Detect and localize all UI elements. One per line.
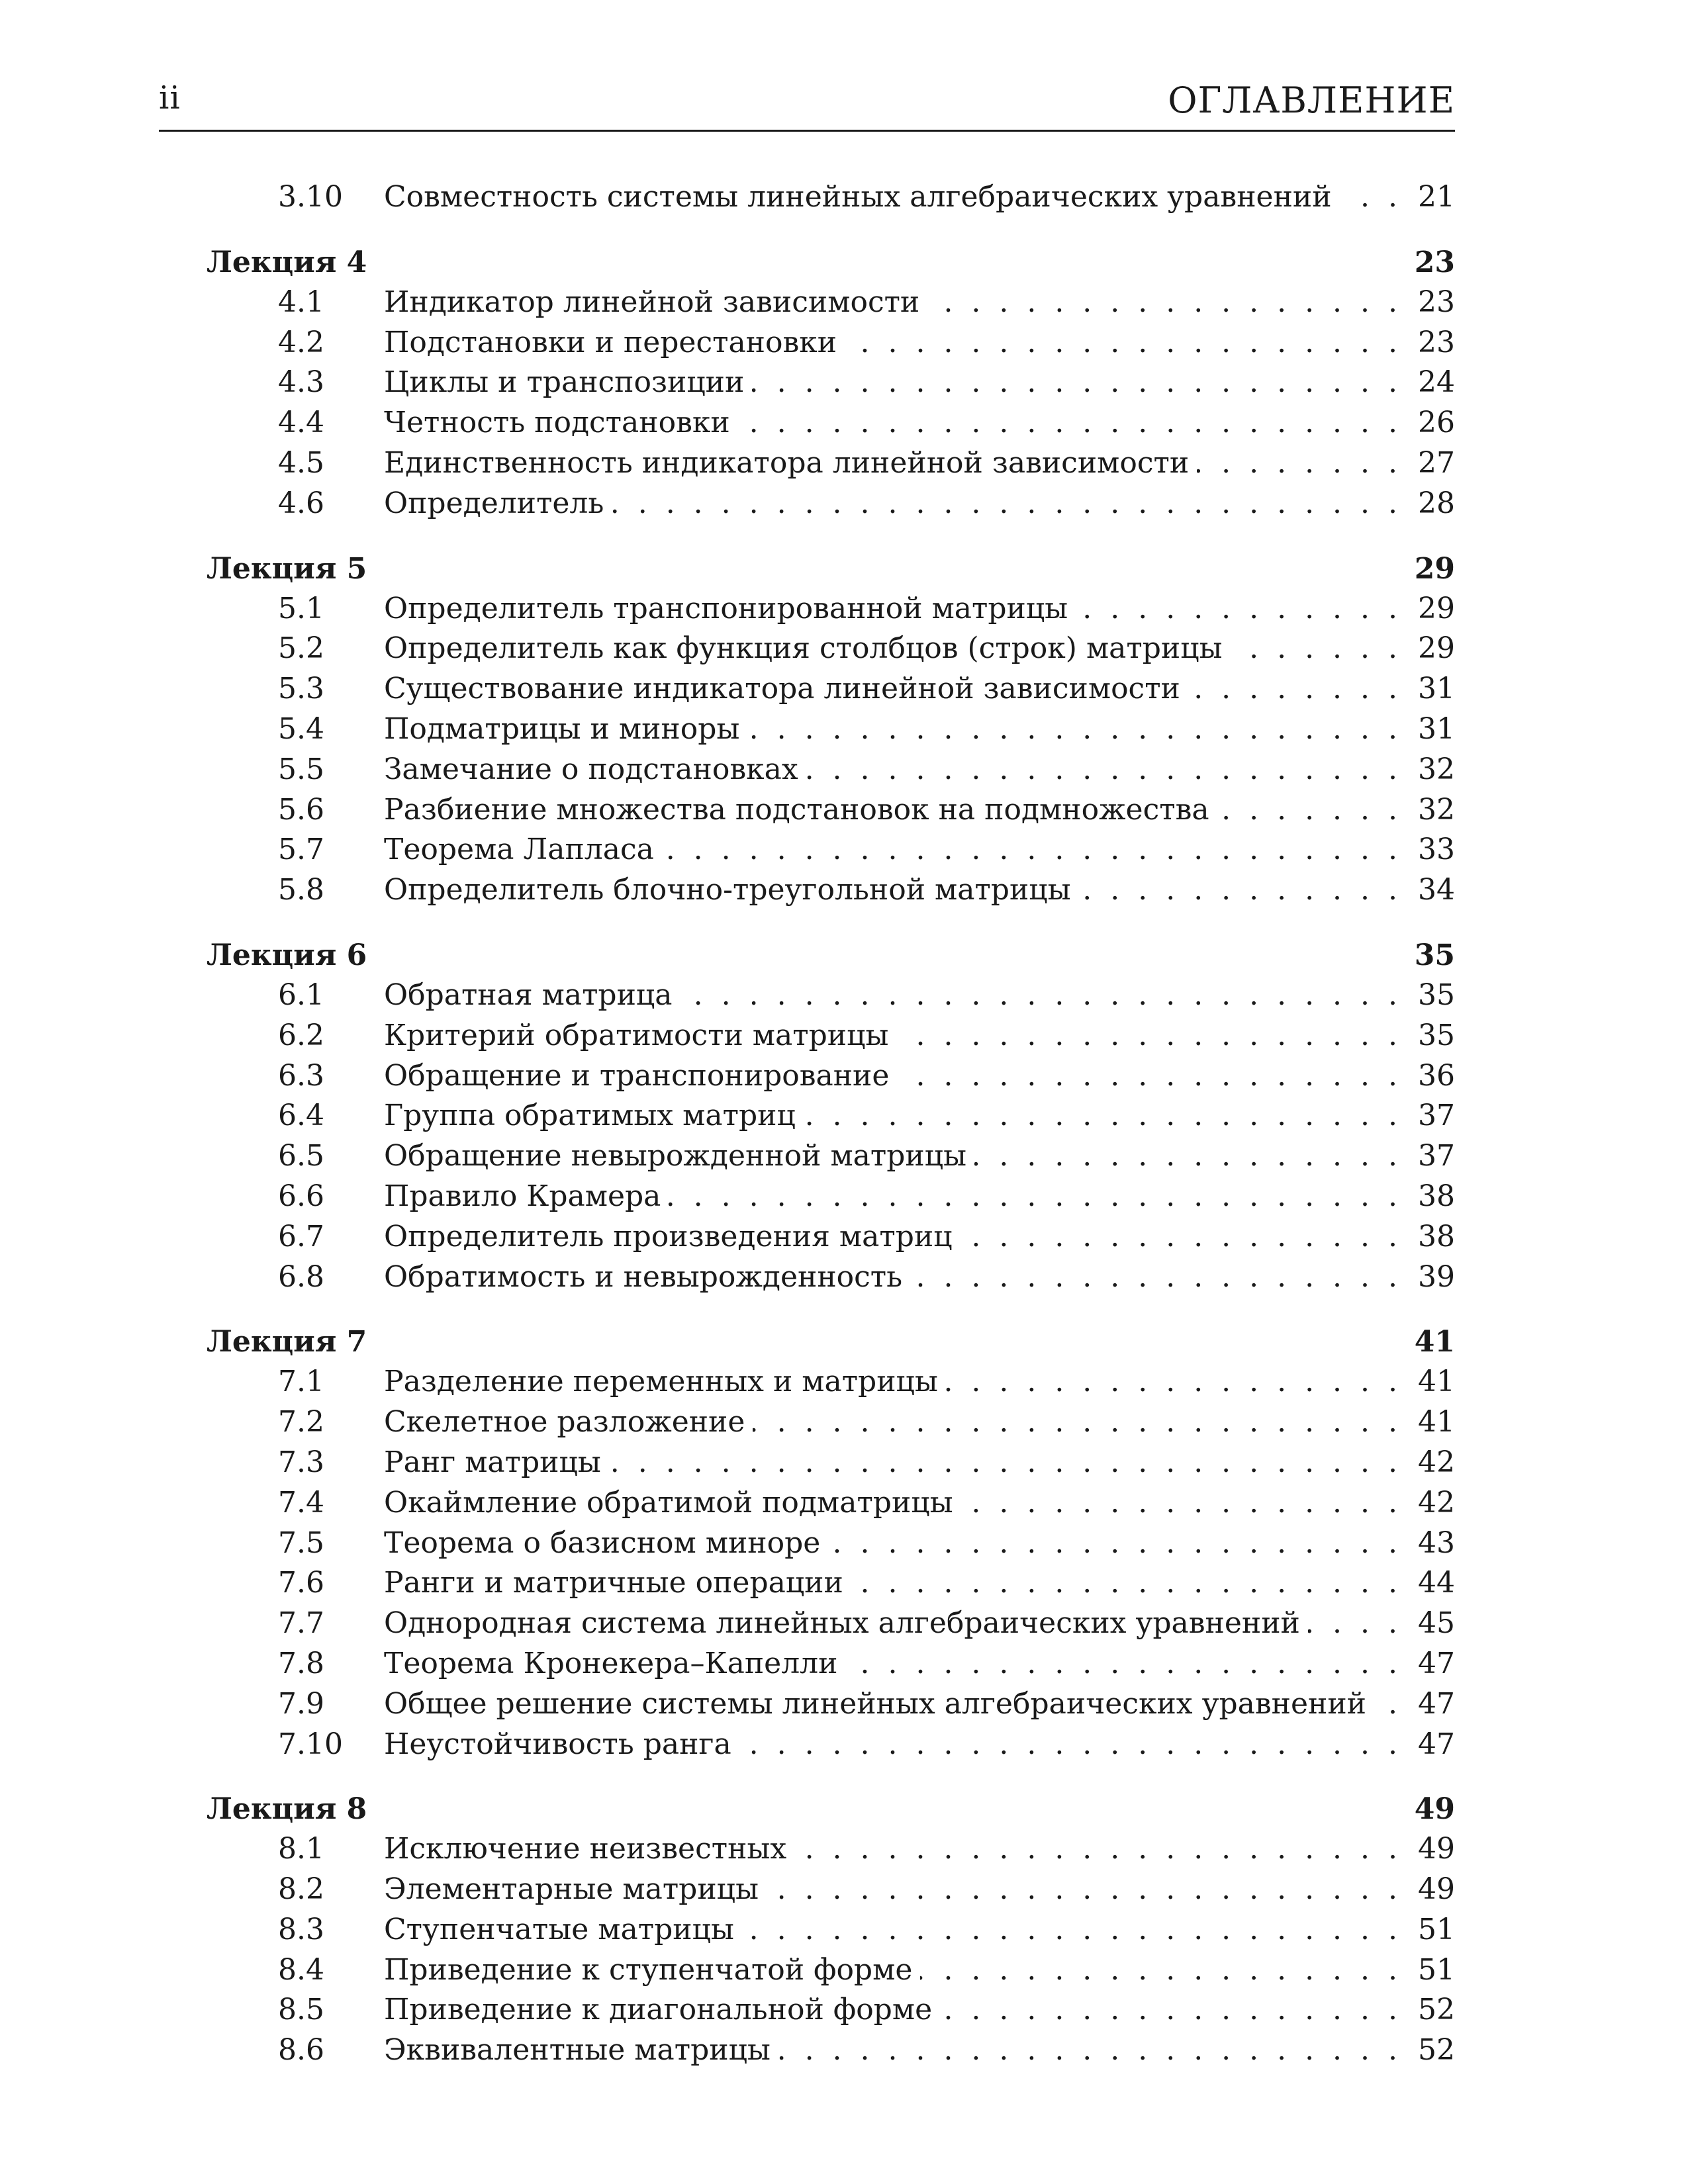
toc-entry[interactable]: [159, 588, 1455, 628]
toc-entry-number: 5.7: [278, 833, 324, 867]
toc-chapter-heading[interactable]: [159, 933, 1455, 974]
toc-entry-leader: [384, 1260, 1402, 1294]
toc-entry[interactable]: [159, 1135, 1455, 1175]
toc-entry-number: 6.8: [278, 1259, 324, 1294]
toc-entry[interactable]: [159, 482, 1455, 523]
toc-entry-title: Ранги и матричные операции: [384, 1566, 851, 1600]
toc-chapter-heading[interactable]: [159, 240, 1455, 281]
toc-entry[interactable]: [159, 1361, 1455, 1401]
toc-entry-page: 42: [1418, 1485, 1455, 1520]
toc-entry-title: Общее решение системы линейных алгебраических уравнений: [384, 1687, 1374, 1721]
toc-entry-number: 6.1: [278, 978, 324, 1012]
toc-entry-leader: [384, 446, 1402, 480]
toc-entry-leader: [384, 1953, 1402, 1987]
toc-entry-title: Однородная система линейных алгебраических уравнений: [384, 1606, 1308, 1640]
toc-entry-page: 47: [1418, 1727, 1455, 1761]
toc-entry-leader: [384, 406, 1402, 439]
toc-entry[interactable]: [159, 1723, 1455, 1764]
toc-chapter-title: Лекция 7: [207, 1325, 367, 1359]
toc-entry[interactable]: [159, 1015, 1455, 1055]
toc-entry-title: Определитель блочно-треугольной матрицы: [384, 873, 1079, 907]
toc-entry-page: 39: [1418, 1259, 1455, 1294]
toc-entry[interactable]: [159, 829, 1455, 869]
toc-chapter-page: 41: [1414, 1325, 1455, 1359]
toc-entry-title: Скелетное разложение: [384, 1405, 753, 1439]
toc-entry-title: Подматрицы и миноры: [384, 712, 747, 746]
toc-entry[interactable]: [159, 974, 1455, 1015]
toc-chapter-title: Лекция 5: [207, 551, 367, 586]
toc-entry-leader: [384, 180, 1402, 214]
toc-entry-number: 7.1: [278, 1365, 324, 1399]
toc-entry-leader: [384, 833, 1402, 866]
toc-chapter-title: Лекция 6: [207, 938, 367, 972]
toc-entry-page: 31: [1418, 672, 1455, 706]
toc-entry-page: 24: [1418, 365, 1455, 400]
toc-entry-title: Ступенчатые матрицы: [384, 1913, 742, 1946]
toc-entry[interactable]: [159, 1055, 1455, 1095]
toc-entry-title: Определитель как функция столбцов (строк) матрицы: [384, 631, 1231, 665]
toc-entry[interactable]: [159, 789, 1455, 829]
toc-entry[interactable]: [159, 281, 1455, 322]
toc-chapter: [159, 240, 1455, 523]
toc-entry-leader: [384, 2033, 1402, 2067]
toc-entry-number: 6.6: [278, 1179, 324, 1213]
toc-entry-leader: [384, 1872, 1402, 1906]
toc-entry-page: 43: [1418, 1525, 1455, 1560]
toc-entry-page: 37: [1418, 1099, 1455, 1133]
toc-entry-leader: [384, 1486, 1402, 1520]
toc-entry-number: 8.3: [278, 1912, 324, 1946]
toc-entry-number: 4.6: [278, 486, 324, 520]
toc-entry-number: 5.6: [278, 792, 324, 827]
toc-entry-leader: [384, 631, 1402, 665]
toc-entry-page: 26: [1418, 406, 1455, 440]
toc-entry-number: 5.2: [278, 631, 324, 666]
toc-entry-leader: [384, 672, 1402, 705]
toc-chapter-title: Лекция 8: [207, 1792, 367, 1827]
toc-entry-number: 4.5: [278, 445, 324, 480]
toc-entry-leader: [384, 1220, 1402, 1253]
toc-entry-number: 8.6: [278, 2033, 324, 2068]
toc-entry-number: 5.5: [278, 752, 324, 786]
toc-entry-page: 38: [1418, 1219, 1455, 1253]
toc-entry-page: 23: [1418, 285, 1455, 319]
toc-entry-number: 7.2: [278, 1405, 324, 1439]
toc-entry-title: Элементарные матрицы: [384, 1872, 767, 1906]
toc-entry-page: 27: [1418, 445, 1455, 480]
toc-entry[interactable]: [159, 1562, 1455, 1602]
table-of-contents: [159, 176, 1455, 2093]
toc-entry-leader: [384, 1179, 1402, 1213]
toc-chapter-title: Лекция 4: [207, 245, 367, 279]
toc-entry-number: 3.10: [278, 180, 343, 214]
toc-entry[interactable]: [159, 1441, 1455, 1482]
toc-entry-title: Группа обратимых матриц: [384, 1099, 804, 1132]
toc-entry-leader: [384, 326, 1402, 359]
toc-entry-title: Эквивалентные матрицы: [384, 2033, 778, 2067]
toc-entry-page: 32: [1418, 752, 1455, 786]
toc-entry-page: 29: [1418, 631, 1455, 666]
toc-leading-section: [159, 176, 1455, 216]
toc-chapter-page: 49: [1414, 1792, 1455, 1827]
toc-entry-number: 7.4: [278, 1485, 324, 1520]
toc-entry-title: Теорема Кронекера–Капелли: [384, 1647, 845, 1680]
toc-entry-page: 33: [1418, 833, 1455, 867]
page-header: [159, 74, 1455, 132]
toc-entry-title: Ранг матрицы: [384, 1445, 609, 1479]
toc-chapter: [159, 933, 1455, 1296]
toc-entry[interactable]: [159, 1868, 1455, 1909]
toc-entry-leader: [384, 1832, 1402, 1866]
toc-entry-page: 52: [1418, 1993, 1455, 2027]
toc-entry-number: 6.4: [278, 1099, 324, 1133]
toc-entry-page: 35: [1418, 1018, 1455, 1052]
toc-entry[interactable]: [159, 1175, 1455, 1216]
toc-entry-leader: [384, 793, 1402, 827]
toc-entry[interactable]: [159, 1643, 1455, 1683]
toc-entry-number: 8.2: [278, 1872, 324, 1907]
toc-entry-title: Обратимость и невырожденность: [384, 1260, 910, 1294]
toc-entry-leader: [384, 1139, 1402, 1173]
toc-entry[interactable]: [159, 1401, 1455, 1441]
toc-entry-title: Циклы и транспозиции: [384, 365, 752, 399]
toc-entry-number: 6.3: [278, 1058, 324, 1093]
toc-entry-page: 52: [1418, 2033, 1455, 2068]
toc-entry[interactable]: [159, 708, 1455, 749]
toc-entry-leader: [384, 592, 1402, 625]
toc-chapter: [159, 547, 1455, 909]
toc-entry-leader: [384, 1913, 1402, 1946]
toc-entry-number: 5.4: [278, 711, 324, 746]
toc-entry-number: 4.1: [278, 285, 324, 319]
toc-entry-page: 23: [1418, 325, 1455, 359]
toc-entry-number: 7.7: [278, 1606, 324, 1641]
running-title: ОГЛАВЛЕНИЕ: [1168, 79, 1455, 121]
toc-entry-page: 34: [1418, 873, 1455, 907]
toc-entry-page: 51: [1418, 1912, 1455, 1946]
toc-entry[interactable]: [159, 1949, 1455, 1989]
toc-entry-title: Приведение к диагональной форме: [384, 1993, 940, 2026]
toc-entry-page: 37: [1418, 1139, 1455, 1173]
toc-entry[interactable]: [159, 1095, 1455, 1135]
toc-entry[interactable]: [159, 1256, 1455, 1297]
toc-entry-number: 7.8: [278, 1646, 324, 1680]
toc-entry-title: Теорема о базисном миноре: [384, 1526, 828, 1560]
toc-entry-title: Разделение переменных и матрицы: [384, 1365, 946, 1398]
toc-chapter-heading[interactable]: [159, 1787, 1455, 1828]
toc-entry-title: Единственность индикатора линейной зависимости: [384, 446, 1197, 480]
toc-entry-title: Существование индикатора линейной зависимости: [384, 672, 1188, 705]
toc-entry-page: 44: [1418, 1566, 1455, 1600]
toc-chapter-heading[interactable]: [159, 1320, 1455, 1361]
toc-entry[interactable]: [159, 2029, 1455, 2070]
toc-chapter-page: 29: [1414, 551, 1455, 586]
toc-entry-number: 4.3: [278, 365, 324, 400]
toc-entry-title: Разбиение множества подстановок на подмножества: [384, 793, 1217, 827]
toc-entry-title: Обратная матрица: [384, 978, 680, 1012]
toc-chapter-heading[interactable]: [159, 547, 1455, 588]
toc-entry-leader: [384, 1526, 1402, 1560]
toc-entry-number: 7.9: [278, 1686, 324, 1721]
toc-entry-page: 41: [1418, 1405, 1455, 1439]
toc-entry-leader: [384, 1059, 1402, 1093]
toc-entry-number: 8.5: [278, 1993, 324, 2027]
toc-entry-page: 21: [1418, 180, 1455, 214]
toc-entry-page: 35: [1418, 978, 1455, 1012]
toc-entry-number: 7.5: [278, 1525, 324, 1560]
toc-entry-title: Теорема Лапласа: [384, 833, 662, 866]
toc-entry-page: 47: [1418, 1646, 1455, 1680]
toc-entry-leader: [384, 1099, 1402, 1132]
toc-entry-page: 41: [1418, 1365, 1455, 1399]
toc-entry-title: Индикатор линейной зависимости: [384, 285, 927, 319]
toc-entry[interactable]: [159, 361, 1455, 402]
toc-entry-leader: [384, 1727, 1402, 1761]
toc-entry[interactable]: [159, 1482, 1455, 1522]
toc-entry-leader: [384, 712, 1402, 746]
toc-entry-number: 7.3: [278, 1445, 324, 1479]
toc-entry-page: 47: [1418, 1686, 1455, 1721]
toc-entry-title: Замечание о подстановках: [384, 752, 806, 786]
toc-entry[interactable]: [159, 1989, 1455, 2029]
toc-entry-leader: [384, 1566, 1402, 1600]
toc-entry[interactable]: [159, 402, 1455, 442]
toc-entry[interactable]: [159, 1522, 1455, 1563]
toc-entry-title: Обращение и транспонирование: [384, 1059, 897, 1093]
toc-entry-page: 32: [1418, 792, 1455, 827]
toc-entry-number: 4.4: [278, 406, 324, 440]
page-number: ii: [159, 79, 181, 116]
toc-entry-title: Четность подстановки: [384, 406, 738, 439]
toc-entry-number: 6.2: [278, 1018, 324, 1052]
toc-entry-title: Исключение неизвестных: [384, 1832, 794, 1866]
toc-entry-page: 42: [1418, 1445, 1455, 1479]
toc-entry-page: 28: [1418, 486, 1455, 520]
toc-entry-number: 5.1: [278, 591, 324, 625]
toc-entry-leader: [384, 285, 1402, 319]
toc-entry-leader: [384, 873, 1402, 907]
toc-entry-page: 29: [1418, 591, 1455, 625]
toc-entry-title: Совместность системы линейных алгебраических уравнений: [384, 180, 1340, 214]
toc-entry-number: 5.8: [278, 873, 324, 907]
toc-entry-title: Обращение невырожденной матрицы: [384, 1139, 974, 1173]
toc-entry-number: 5.3: [278, 672, 324, 706]
toc-entry-leader: [384, 486, 1402, 520]
toc-chapter: [159, 1320, 1455, 1763]
toc-entry-leader: [384, 1445, 1402, 1479]
toc-entry-page: 36: [1418, 1058, 1455, 1093]
toc-entry-title: Приведение к ступенчатой форме: [384, 1953, 920, 1987]
toc-entry-number: 8.4: [278, 1952, 324, 1987]
toc-entry-leader: [384, 1405, 1402, 1439]
toc-entry-title: Окаймление обратимой подматрицы: [384, 1486, 961, 1520]
toc-entry-leader: [384, 1993, 1402, 2026]
toc-entry-number: 8.1: [278, 1832, 324, 1866]
toc-chapter-page: 23: [1414, 245, 1455, 279]
toc-entry[interactable]: [159, 749, 1455, 789]
toc-entry-page: 49: [1418, 1832, 1455, 1866]
toc-entry[interactable]: [159, 1909, 1455, 1949]
toc-entry[interactable]: [159, 627, 1455, 668]
toc-entry[interactable]: [159, 442, 1455, 482]
toc-entry[interactable]: [159, 1828, 1455, 1868]
toc-entry-page: 45: [1418, 1606, 1455, 1641]
toc-entry-title: Определитель: [384, 486, 612, 520]
toc-entry-title: Определитель транспонированной матрицы: [384, 592, 1076, 625]
toc-entry[interactable]: [159, 1216, 1455, 1256]
toc-entry-leader: [384, 365, 1402, 399]
toc-entry-leader: [384, 978, 1402, 1012]
toc-entry-number: 7.10: [278, 1727, 343, 1761]
toc-chapter-page: 35: [1414, 938, 1455, 972]
toc-entry-leader: [384, 752, 1402, 786]
toc-entry-page: 31: [1418, 711, 1455, 746]
toc-entry[interactable]: [159, 668, 1455, 708]
toc-entry-leader: [384, 1019, 1402, 1052]
toc-entry-page: 51: [1418, 1952, 1455, 1987]
toc-entry-title: Подстановки и перестановки: [384, 326, 845, 359]
toc-entry[interactable]: [159, 1683, 1455, 1723]
toc-entry-title: Критерий обратимости матрицы: [384, 1019, 896, 1052]
toc-entry[interactable]: [159, 176, 1455, 216]
toc-entry-leader: [384, 1365, 1402, 1398]
toc-entry-page: 49: [1418, 1872, 1455, 1907]
toc-chapter: [159, 1787, 1455, 2070]
toc-entry-leader: [384, 1647, 1402, 1680]
toc-entry-title: Правило Крамера: [384, 1179, 669, 1213]
toc-entry-number: 6.5: [278, 1139, 324, 1173]
toc-entry-title: Неустойчивость ранга: [384, 1727, 739, 1761]
toc-entry[interactable]: [159, 869, 1455, 909]
toc-entry-title: Определитель произведения матриц: [384, 1220, 961, 1253]
toc-entry-number: 4.2: [278, 325, 324, 359]
toc-entry-number: 6.7: [278, 1219, 324, 1253]
toc-entry[interactable]: [159, 1602, 1455, 1643]
toc-entry-leader: [384, 1687, 1402, 1721]
toc-entry-page: 38: [1418, 1179, 1455, 1213]
toc-entry-leader: [384, 1606, 1402, 1640]
toc-entry-number: 7.6: [278, 1566, 324, 1600]
toc-entry[interactable]: [159, 322, 1455, 362]
